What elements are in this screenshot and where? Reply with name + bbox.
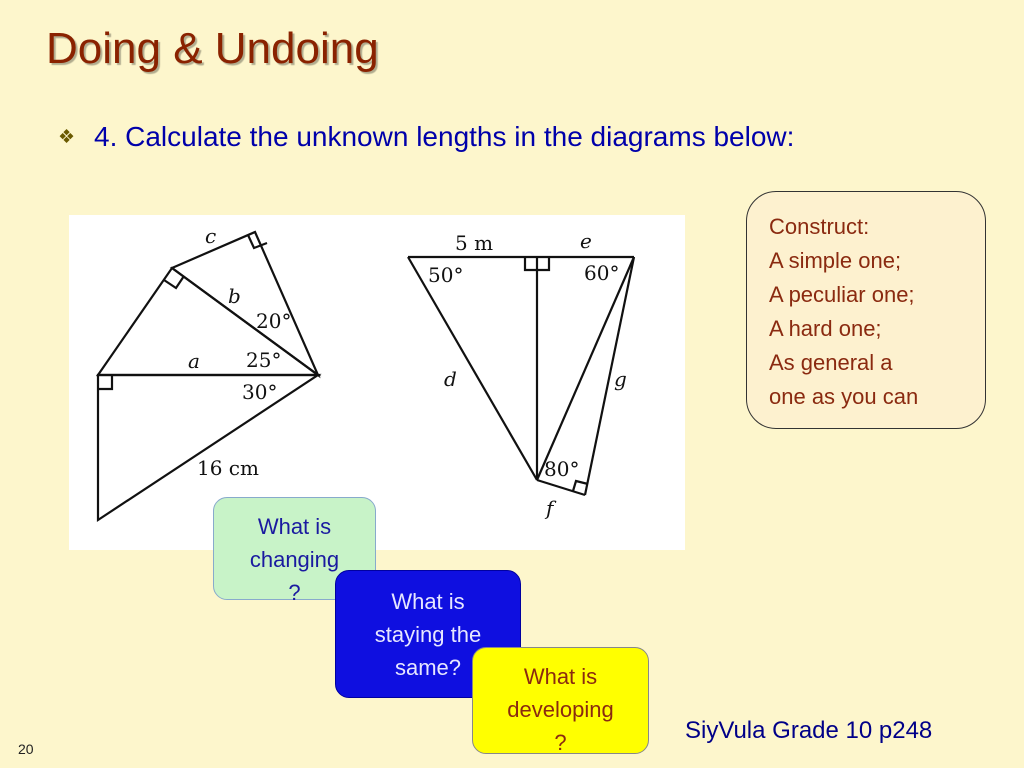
label-a: a [188, 349, 200, 373]
right-angle-mark-a [98, 375, 112, 389]
bubble-line: What is [257, 514, 332, 539]
diamond-bullet-icon: ❖ [58, 127, 76, 148]
label-5m: 5 m [455, 231, 494, 255]
label-d: d [444, 367, 457, 391]
slide-number: 20 [18, 741, 34, 757]
label-c: c [205, 224, 217, 248]
angle-60: 60° [584, 261, 620, 285]
line-d [408, 257, 537, 480]
bubble-line: same? [394, 655, 462, 680]
angle-20: 20° [256, 309, 292, 333]
bullet-text: 4. Calculate the unknown lengths in the diagrams below: [94, 121, 795, 152]
hyp-label-16cm: 16 cm [197, 456, 259, 480]
right-angle-mark-b [164, 276, 184, 288]
bubble-line: ? [554, 730, 567, 755]
angle-50: 50° [428, 263, 464, 287]
construct-line: A simple one; [769, 248, 902, 273]
angle-80: 80° [544, 457, 580, 481]
construct-line: A hard one; [769, 316, 882, 341]
label-f: f [546, 496, 554, 520]
source-citation: SiyVula Grade 10 p248 [685, 717, 933, 744]
bubble-line: What is [523, 664, 598, 689]
construct-line: A peculiar one; [769, 282, 915, 307]
bubble-line: staying the [374, 622, 482, 647]
bubble-line: developing [507, 697, 614, 722]
label-b: b [228, 284, 241, 308]
construct-line: Construct: [769, 214, 870, 239]
angle-25: 25° [246, 348, 282, 372]
right-diagram [408, 257, 634, 495]
construct-callout [746, 191, 986, 429]
bubble-line: changing [249, 547, 340, 572]
construct-line: one as you can [769, 384, 919, 409]
right-diagram-labels [428, 229, 627, 520]
bubble-line: ? [288, 580, 301, 605]
bubble-line: What is [391, 589, 465, 614]
label-e: e [580, 229, 592, 253]
triangle-diagrams [69, 215, 685, 550]
construct-line: As general a [769, 350, 893, 375]
left-diagram-labels [188, 224, 291, 480]
label-g: g [614, 367, 627, 391]
slide-title: Doing & Undoing [46, 24, 379, 73]
angle-30: 30° [242, 380, 278, 404]
what-is-developing-bubble [472, 647, 649, 754]
